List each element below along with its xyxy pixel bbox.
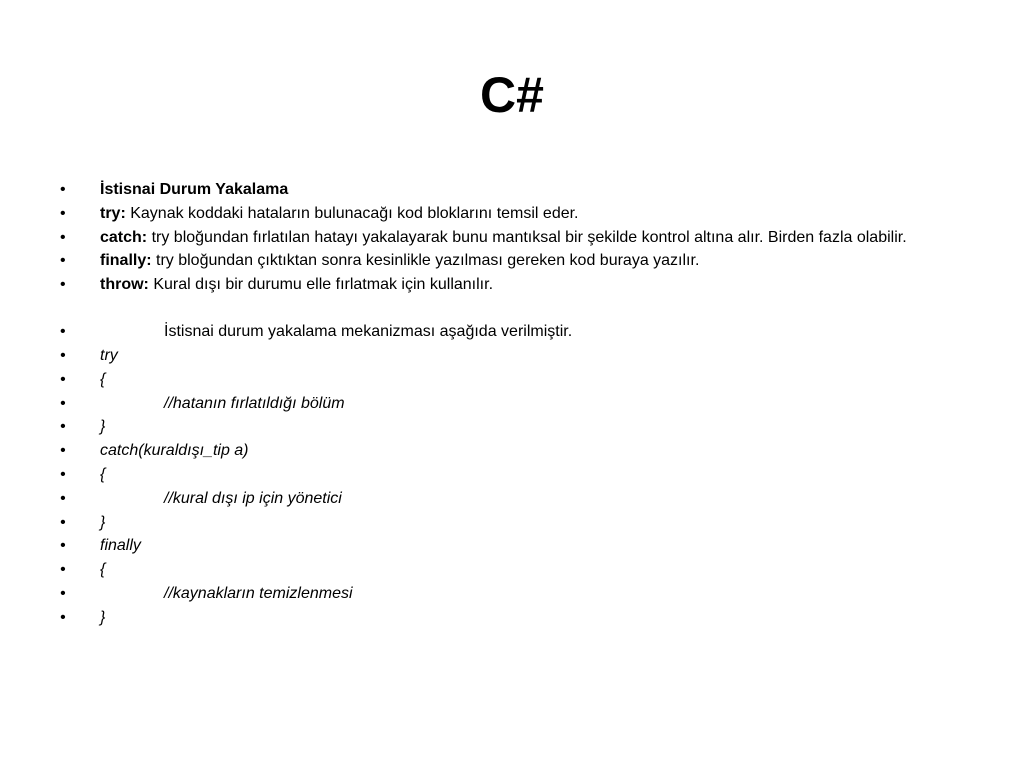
bullet-icon: • [60, 276, 66, 294]
bullet-icon: • [60, 346, 66, 364]
code-line [60, 584, 960, 604]
list-item [60, 322, 960, 342]
list-item [60, 275, 960, 295]
code-line [60, 536, 960, 556]
list-item [60, 228, 960, 248]
bullet-icon: • [60, 537, 66, 555]
bullet-icon: • [60, 584, 66, 602]
code-line [60, 560, 960, 580]
bullet-icon: • [60, 465, 66, 483]
bullet-icon: • [60, 204, 66, 222]
code-text: try [100, 346, 118, 364]
bullet-icon: • [60, 489, 66, 507]
code-text: { [100, 370, 106, 388]
code-line [60, 370, 960, 390]
code-line [60, 465, 960, 485]
heading-keyword: İstisnai Durum Yakalama [100, 181, 289, 198]
code-comment: //kaynakların temizlenmesi [164, 584, 353, 602]
definition-text: Kaynak koddaki hataların bulunacağı kod bloklarını temsil eder. [125, 204, 579, 222]
bullet-icon: • [60, 442, 66, 460]
definition-text: try bloğundan çıktıktan sonra kesinlikle yazılması gereken kod buraya yazılır. [151, 252, 700, 270]
keyword-catch: catch: [100, 228, 148, 246]
bullet-icon: • [60, 181, 66, 198]
code-line [60, 441, 960, 461]
bullet-icon: • [60, 228, 66, 246]
keyword-throw: throw: [100, 276, 149, 294]
bullet-icon: • [60, 561, 66, 579]
code-line [60, 394, 960, 414]
intro-text: İstisnai durum yakalama mekanizması aşağıda verilmiştir. [164, 323, 573, 341]
bullet-icon: • [60, 513, 66, 531]
code-text: { [100, 465, 106, 483]
code-comment: //hatanın fırlatıldığı bölüm [164, 394, 345, 412]
code-line [60, 346, 960, 366]
bullet-icon: • [60, 608, 66, 626]
bullet-icon: • [60, 370, 66, 388]
bullet-icon: • [60, 252, 66, 270]
code-line [60, 608, 960, 628]
code-line [60, 513, 960, 533]
bullet-icon: • [60, 418, 66, 436]
definition-text: try bloğundan fırlatılan hatayı yakalayarak bunu mantıksal bir şekilde kontrol altına alır. Birden fazla olabilir. [147, 228, 907, 246]
list-item [60, 251, 960, 271]
list-item [60, 204, 960, 224]
code-text: } [100, 608, 106, 626]
keyword-try: try: [100, 204, 126, 222]
code-text: finally [100, 537, 141, 555]
bullet-icon: • [60, 394, 66, 412]
code-text: { [100, 561, 106, 579]
slide-title: C# [480, 67, 544, 123]
code-text: catch(kuraldışı_tip a) [100, 442, 249, 460]
bullet-icon: • [60, 323, 66, 341]
code-line [60, 417, 960, 437]
code-line [60, 489, 960, 509]
keyword-finally: finally: [100, 252, 152, 270]
list-item [60, 180, 960, 200]
code-comment: //kural dışı ip için yönetici [164, 489, 342, 507]
definition-text: Kural dışı bir durumu elle fırlatmak için kullanılır. [148, 276, 494, 294]
code-text: } [100, 513, 106, 531]
code-text: } [100, 418, 106, 436]
bullet-list [60, 180, 960, 632]
